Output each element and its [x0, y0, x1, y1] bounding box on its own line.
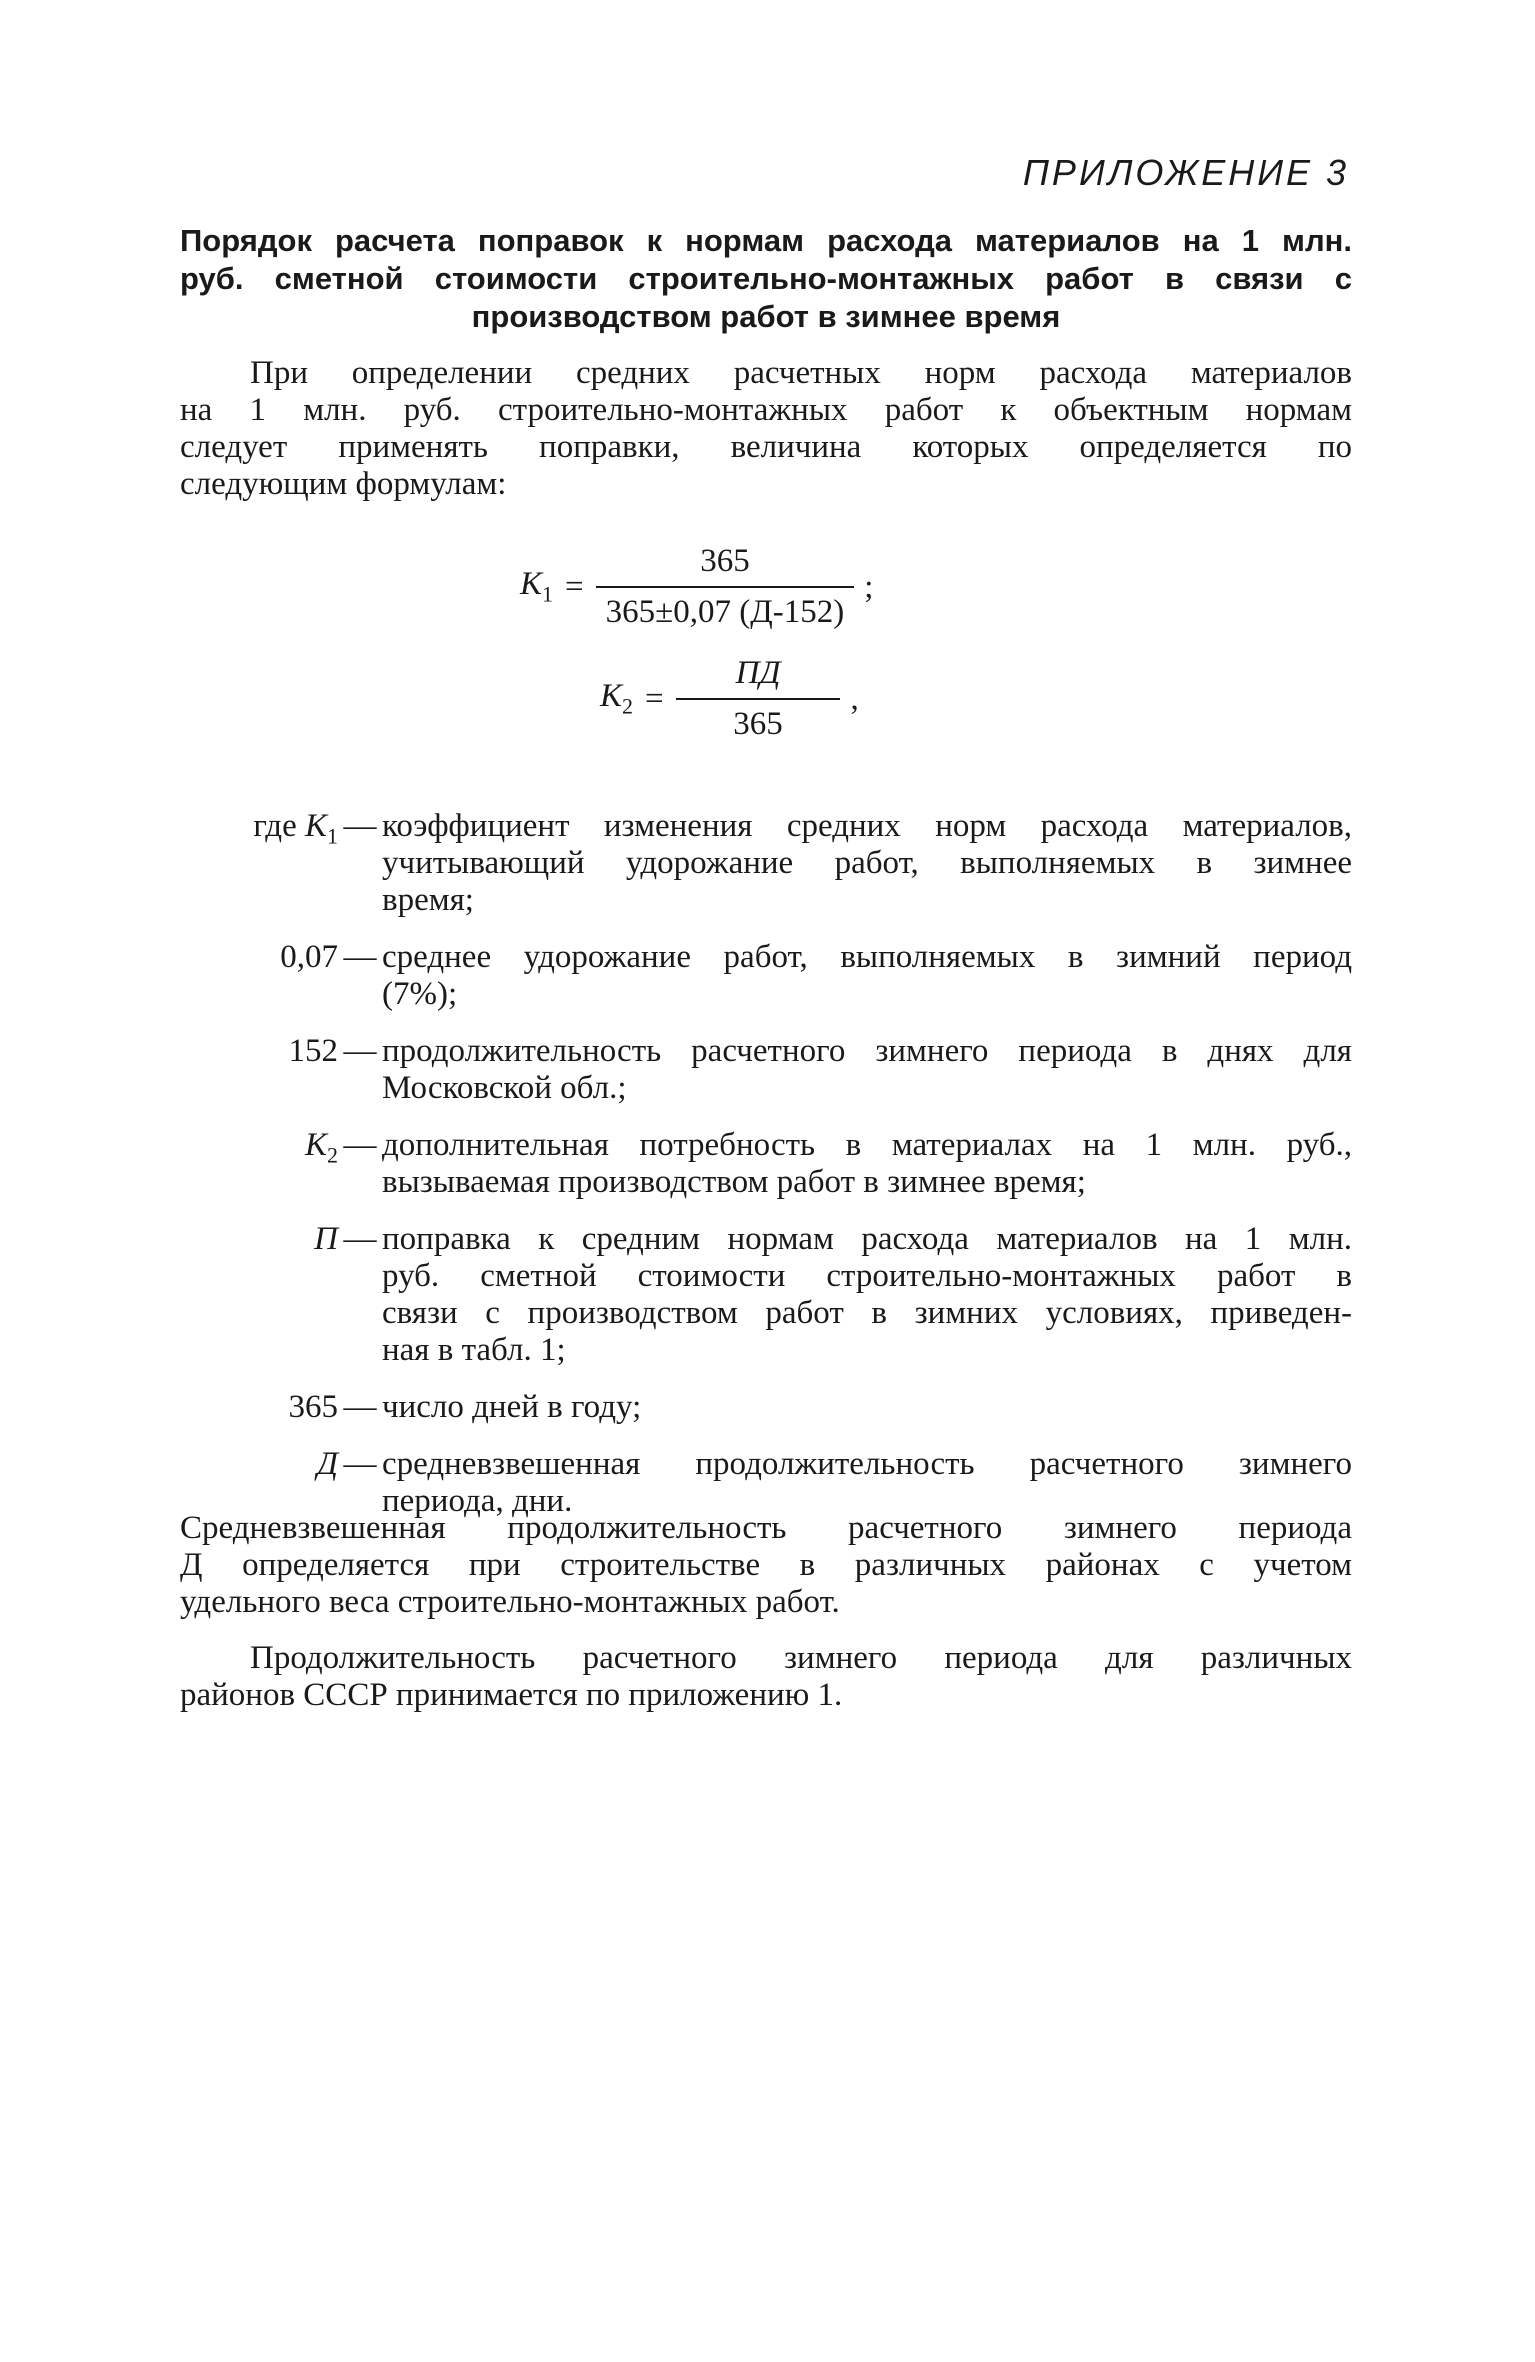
definition-line: периода, дни.: [382, 1483, 573, 1519]
final-paragraph: [180, 1640, 1352, 1714]
definition-dash: —: [343, 1033, 377, 1069]
definition-symbol: 152: [288, 1033, 338, 1069]
definition-item: [160, 1127, 1352, 1201]
title-line: производством работ в зимнее время: [471, 299, 1061, 334]
definition-symbol: Д: [317, 1446, 338, 1482]
definition-text: [382, 939, 1352, 1013]
definition-line: ная в табл. 1;: [382, 1332, 566, 1368]
section-title: [180, 222, 1352, 336]
paragraph-line: следует применять поправки, величина которых определяется по: [180, 429, 1352, 465]
definition-item: [160, 1389, 1352, 1426]
definition-text: [382, 1033, 1352, 1107]
definition-line: поправка к средним нормам расхода материалов на 1 млн.: [382, 1221, 1352, 1257]
weighted-duration-paragraph: [180, 1510, 1352, 1621]
definition-item: [160, 939, 1352, 1013]
definition-text: [382, 1127, 1352, 1201]
definition-item: [160, 808, 1352, 919]
formula-lhs: $K_1$: [520, 566, 554, 607]
fraction-denominator: 365: [733, 706, 783, 742]
intro-paragraph: [180, 355, 1352, 503]
paragraph-line: следующим формулам:: [180, 466, 507, 502]
definition-item: [160, 1446, 1352, 1520]
fraction: [596, 543, 855, 631]
definition-dash: —: [343, 1221, 377, 1257]
definition-text: [382, 1221, 1352, 1369]
formula-punctuation: ,: [850, 680, 859, 717]
definition-symbol: где $K_1$: [253, 808, 338, 849]
formula-equals: =: [645, 680, 664, 717]
formula-k2: [600, 655, 859, 743]
definition-line: число дней в году;: [382, 1389, 642, 1425]
fraction-numerator: 365: [700, 543, 750, 579]
definition-symbol: П: [314, 1221, 338, 1257]
definition-text: [382, 1446, 1352, 1520]
definition-dash: —: [343, 1389, 377, 1425]
definition-line: коэффициент изменения средних норм расхода материалов,: [382, 808, 1352, 844]
definitions-list: [160, 808, 1352, 1540]
paragraph-line: Д определяется при строительстве в различных районах с учетом: [180, 1547, 1352, 1583]
definition-line: среднее удорожание работ, выполняемых в зимний период: [382, 939, 1352, 975]
formula-k1: [520, 543, 873, 631]
paragraph-line: на 1 млн. руб. строительно-монтажных работ к объектным нормам: [180, 392, 1352, 428]
definition-line: вызываемая производством работ в зимнее время;: [382, 1164, 1086, 1200]
definition-line: связи с производством работ в зимних условиях, приведен-: [382, 1295, 1352, 1331]
fraction: [676, 655, 841, 743]
definition-line: Московской обл.;: [382, 1070, 627, 1106]
definition-line: средневзвешенная продолжительность расчетного зимнего: [382, 1446, 1352, 1482]
definition-symbol: 0,07: [280, 939, 338, 975]
definition-line: время;: [382, 882, 474, 918]
paragraph-line: Продолжительность расчетного зимнего периода для различных: [250, 1640, 1352, 1676]
definition-symbol: $K_2$: [304, 1127, 338, 1168]
definition-line: (7%);: [382, 976, 458, 1012]
fraction-numerator: ПД: [735, 655, 781, 691]
paragraph-line: районов СССР принимается по приложению 1.: [180, 1677, 843, 1713]
fraction-denominator: 365±0,07 (Д-152): [605, 594, 845, 630]
paragraph-line: При определении средних расчетных норм расхода материалов: [250, 355, 1352, 391]
definition-line: дополнительная потребность в материалах на 1 млн. руб.,: [382, 1127, 1352, 1163]
definition-text: [382, 808, 1352, 919]
title-line: руб. сметной стоимости строительно-монтажных работ в связи с: [180, 261, 1352, 296]
formula-lhs: $K_2$: [600, 678, 634, 719]
definition-dash: —: [343, 808, 377, 844]
definition-dash: —: [343, 1127, 377, 1163]
definition-line: учитывающий удорожание работ, выполняемых в зимнее: [382, 845, 1352, 881]
definition-line: руб. сметной стоимости строительно-монтажных работ в: [382, 1258, 1352, 1294]
appendix-label: ПРИЛОЖЕНИЕ 3: [1022, 152, 1349, 193]
title-line: Порядок расчета поправок к нормам расхода материалов на 1 млн.: [180, 223, 1352, 258]
paragraph-line: Средневзвешенная продолжительность расчетного зимнего периода: [180, 1510, 1352, 1546]
formula-equals: =: [565, 568, 584, 605]
definition-line: продолжительность расчетного зимнего периода в днях для: [382, 1033, 1352, 1069]
definition-symbol: 365: [288, 1389, 338, 1425]
definition-dash: —: [343, 1446, 377, 1482]
formula-punctuation: ;: [864, 568, 874, 605]
definition-item: [160, 1033, 1352, 1107]
definition-text: [382, 1389, 1352, 1426]
definition-dash: —: [343, 939, 377, 975]
definition-item: [160, 1221, 1352, 1369]
paragraph-line: удельного веса строительно-монтажных работ.: [180, 1584, 840, 1620]
